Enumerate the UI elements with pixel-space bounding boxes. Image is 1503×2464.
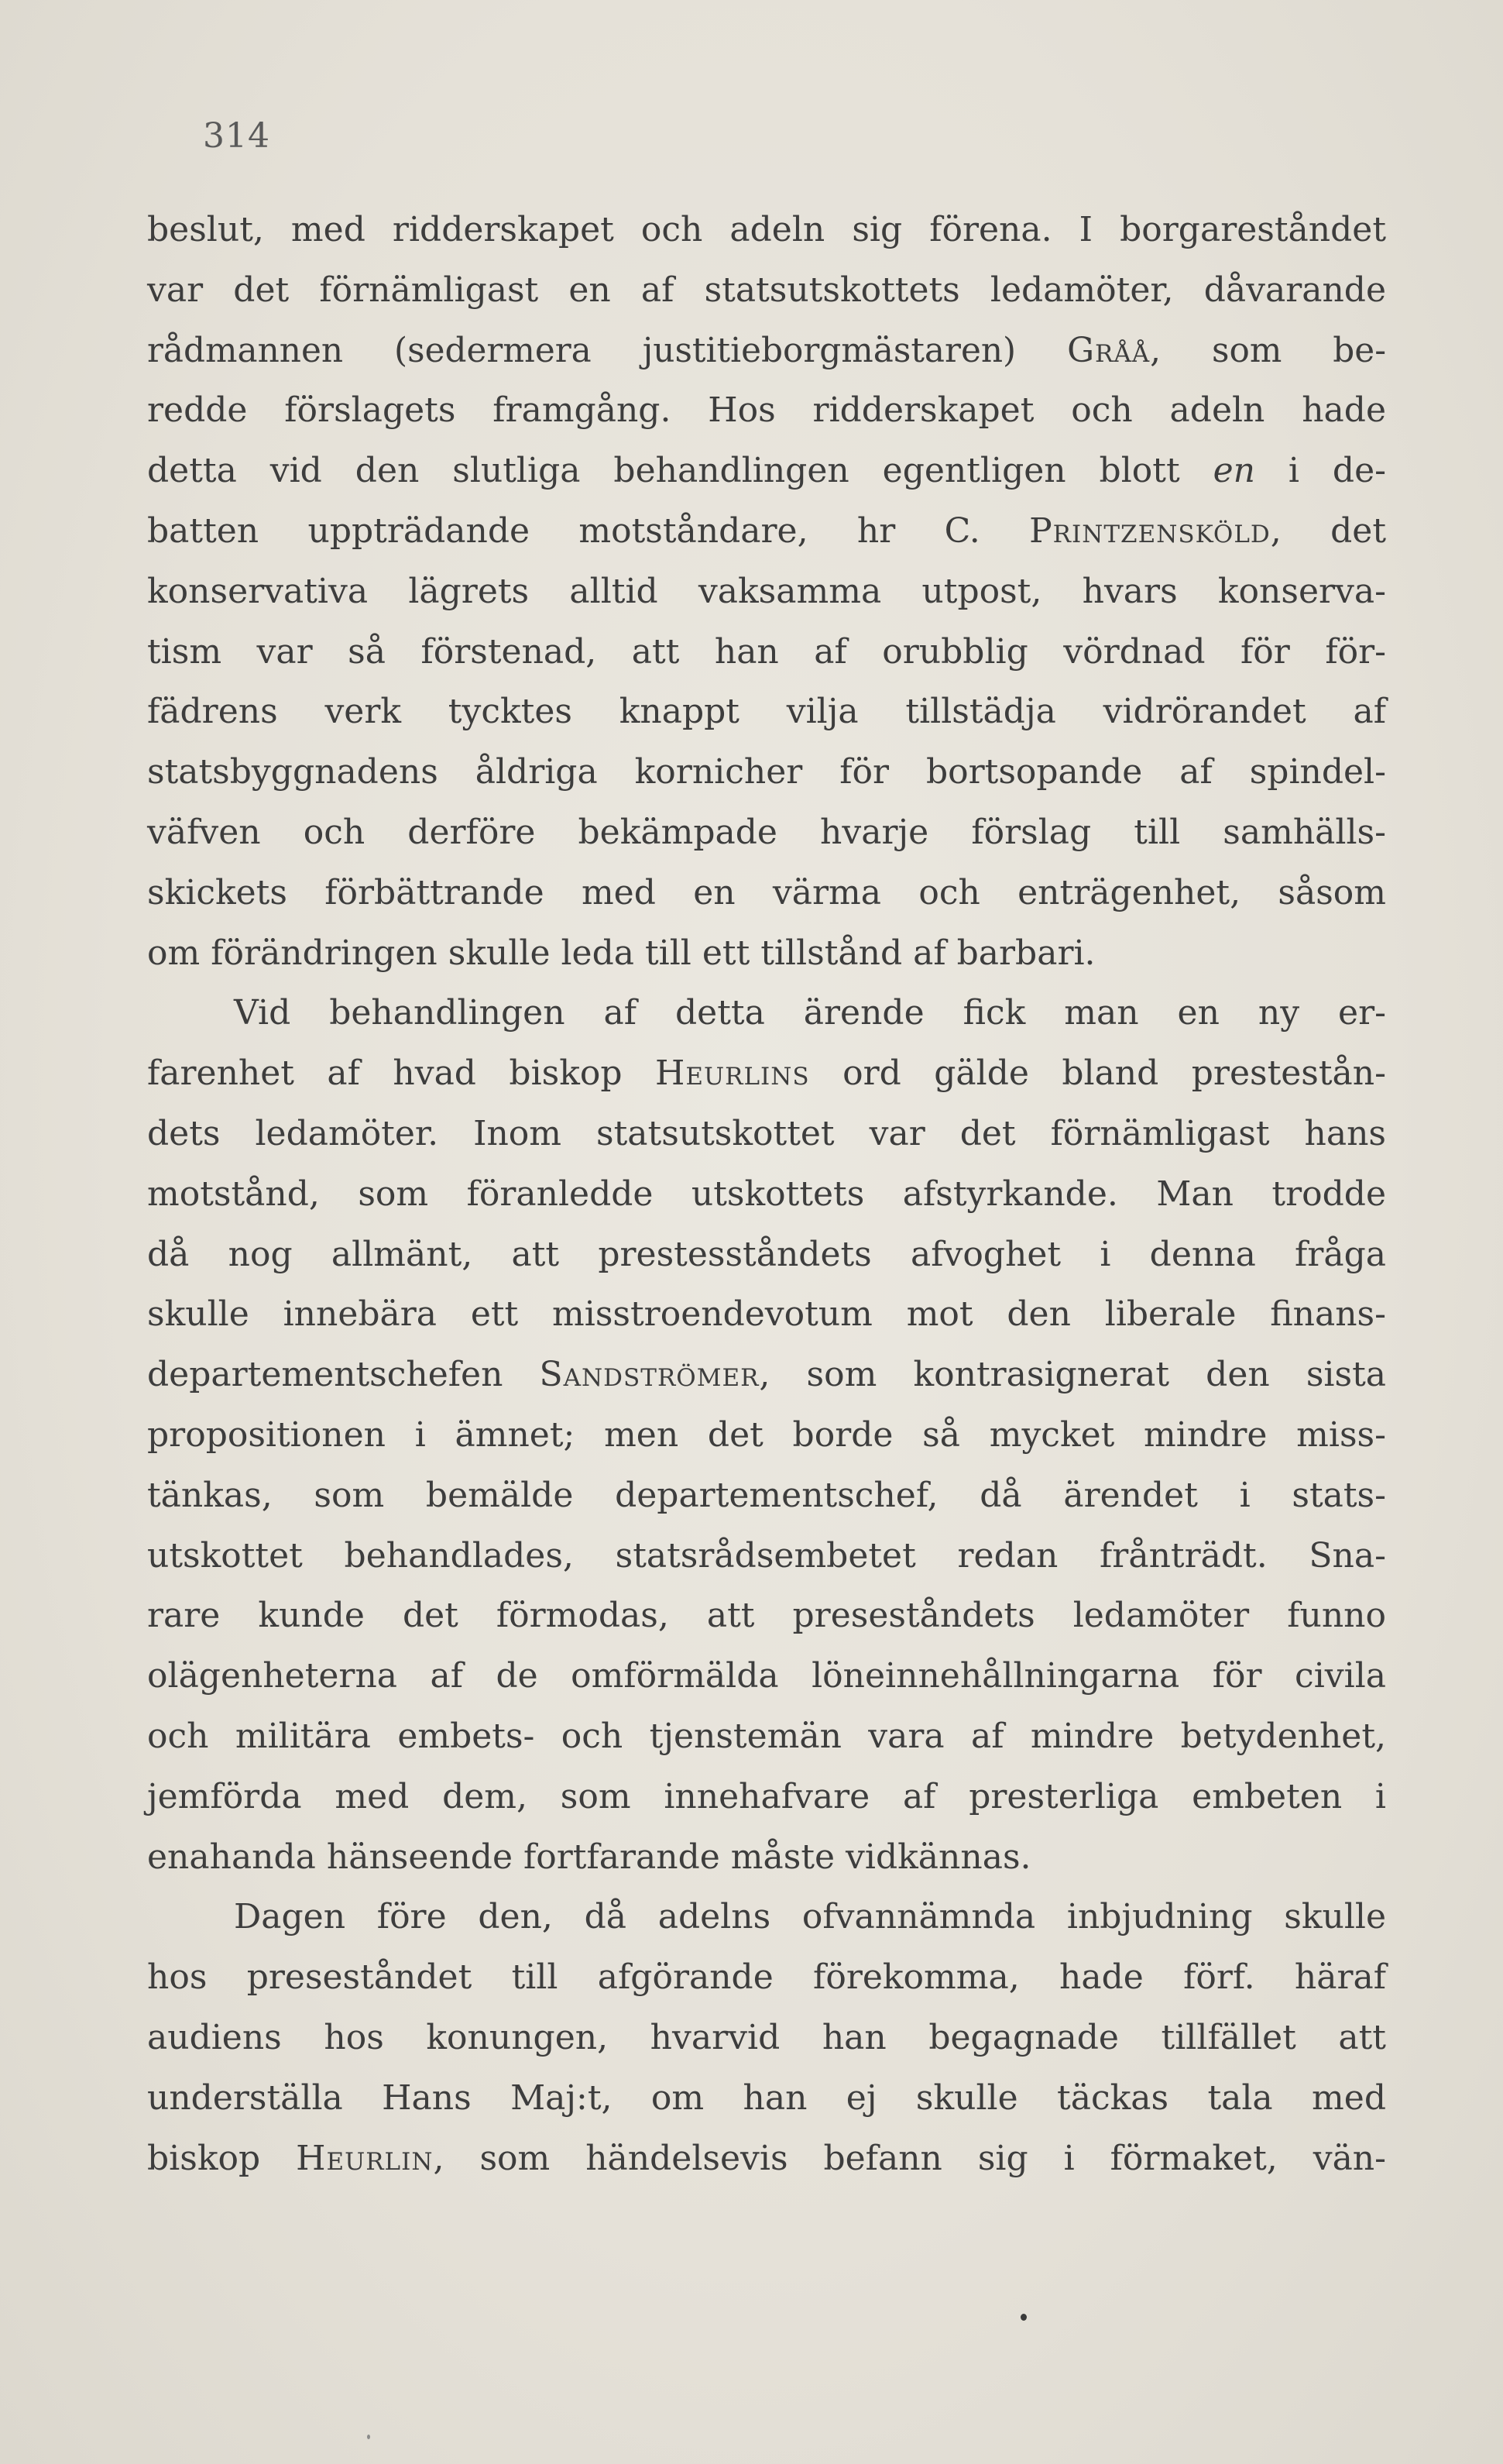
text-line: väfven och derföre bekämpade hvarje förslag till samhälls- (147, 812, 1386, 852)
text-line: farenhet af hvad biskop Heurlins ord gälde bland prestestån- (147, 1053, 1386, 1094)
name-sandstromer: Sandströmer (539, 1355, 760, 1395)
ink-speck (367, 2435, 370, 2439)
ink-speck (1021, 2314, 1027, 2321)
text-line: skickets förbättrande med en värma och enträgenhet, såsom (147, 872, 1386, 912)
text-line: tänkas, som bemälde departementschef, då ärendet i stats- (147, 1475, 1386, 1515)
text-line: departementschefen Sandströmer, som kontrasignerat den sista (147, 1355, 1386, 1395)
text-line: propositionen i ämnet; men det borde så mycket mindre miss- (147, 1414, 1386, 1455)
page-number: 314 (203, 116, 270, 156)
name-heurlins: Heurlins (654, 1053, 810, 1094)
body-text (147, 200, 1386, 2188)
name-heurlin: Heurlin (296, 2138, 434, 2178)
text-line: rådmannen (sedermera justitieborgmästaren) Gråå, som be- (147, 330, 1386, 370)
text-line: om förändringen skulle leda till ett tillstånd af barbari. (147, 933, 1096, 973)
text-line: fädrens verk tycktes knappt vilja tillstädja vidrörandet af (147, 692, 1386, 732)
text-line: statsbyggnadens åldriga kornicher för bortsopande af spindel- (147, 752, 1386, 792)
text-line: och militära embets- och tjenstemän vara af mindre betydenhet, (147, 1716, 1386, 1756)
text-line: jemförda med dem, som innehafvare af presterliga embeten i (147, 1776, 1386, 1816)
text-line: tism var så förstenad, att han af orubblig vördnad för för- (147, 631, 1386, 672)
text-line: batten uppträdande motståndare, hr C. Printzensköld, det (147, 510, 1386, 551)
text-line: enahanda hänseende fortfarande måste vidkännas. (147, 1837, 1031, 1877)
text-line: detta vid den slutliga behandlingen egentligen blott en i de- (147, 451, 1386, 491)
text-line: motstånd, som föranledde utskottets afstyrkande. Man trodde (147, 1174, 1386, 1214)
emphasis-en: en (1213, 451, 1255, 491)
text-line: konservativa lägrets alltid vaksamma utpost, hvars konserva- (147, 571, 1386, 611)
text-line: beslut, med ridderskapet och adeln sig förena. I borgareståndet (147, 210, 1386, 249)
text-line: Dagen före den, då adelns ofvannämnda inbjudning skulle (234, 1897, 1386, 1937)
text-line: var det förnämligast en af statsutskottets ledamöter, dåvarande (147, 270, 1386, 310)
text-line: hos preseståndet till afgörande förekomma, hade förf. häraf (147, 1957, 1386, 1998)
name-printzenskold: Printzensköld (1029, 510, 1271, 551)
text-line: utskottet behandlades, statsrådsembetet redan frånträdt. Sna- (147, 1535, 1386, 1576)
text-line: underställa Hans Maj:t, om han ej skulle täckas tala med (147, 2077, 1386, 2118)
text-line: skulle innebära ett misstroendevotum mot den liberale finans- (147, 1294, 1386, 1335)
text-line: då nog allmänt, att prestesståndets afvoghet i denna fråga (147, 1234, 1386, 1274)
text-line: biskop Heurlin, som händelsevis befann sig i förmaket, vän- (147, 2138, 1386, 2178)
text-line: olägenheterna af de omförmälda löneinnehållningarna för civila (147, 1656, 1386, 1696)
text-line: rare kunde det förmodas, att preseståndets ledamöter funno (147, 1596, 1386, 1636)
name-graa: Gråå (1067, 330, 1151, 370)
text-line: dets ledamöter. Inom statsutskottet var det förnämligast hans (147, 1113, 1386, 1153)
text-line: Vid behandlingen af detta ärende fick man en ny er- (234, 993, 1386, 1033)
text-line: audiens hos konungen, hvarvid han begagnade tillfället att (147, 2017, 1386, 2057)
text-line: redde förslagets framgång. Hos ridderskapet och adeln hade (147, 390, 1386, 431)
